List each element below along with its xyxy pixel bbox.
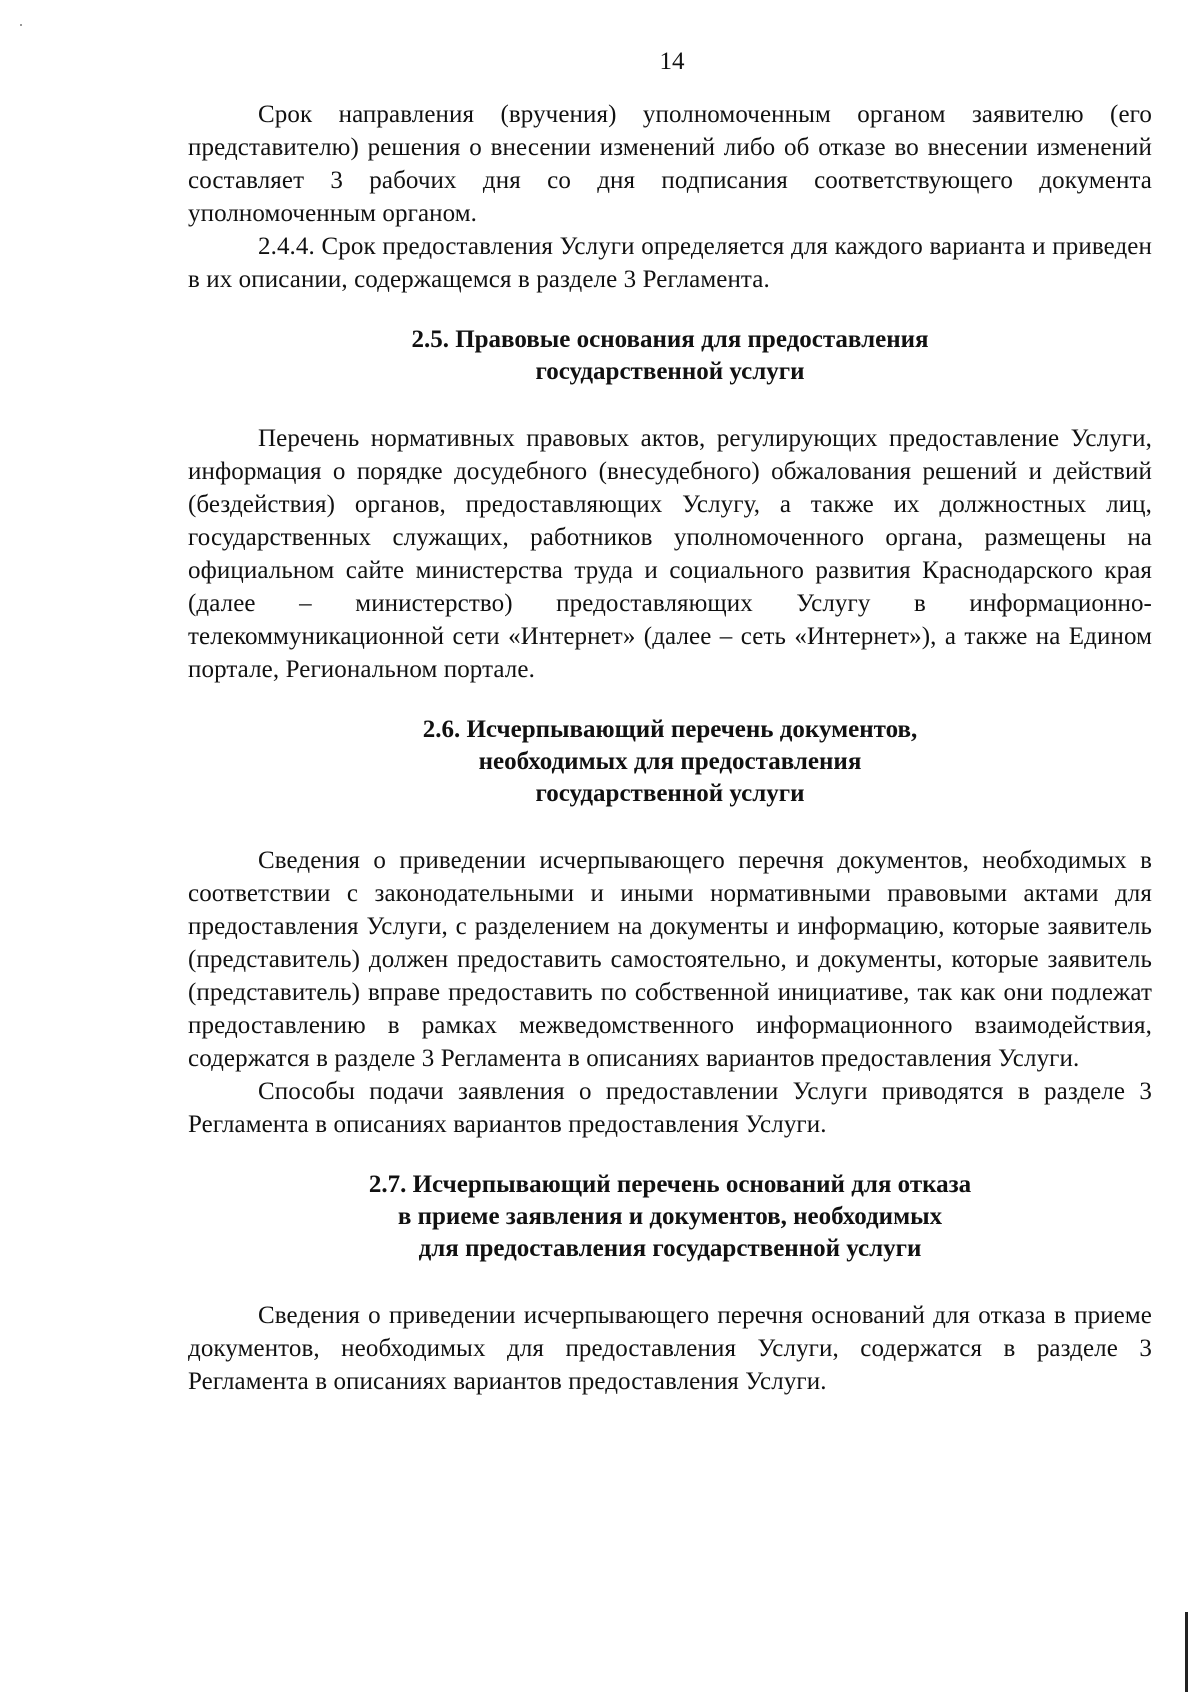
- heading-line: 2.5. Правовые основания для предоставления: [411, 326, 929, 353]
- heading-line: в приеме заявления и документов, необходимых: [397, 1203, 943, 1230]
- heading-line: 2.7. Исчерпывающий перечень оснований для отказа: [368, 1171, 972, 1198]
- section-heading-2-6: [188, 714, 1152, 810]
- section-heading-2-5: [188, 324, 1152, 388]
- margin-bar: [1185, 1612, 1188, 1692]
- heading-line: 2.6. Исчерпывающий перечень документов,: [422, 716, 918, 743]
- paragraph-2-4-4: 2.4.4. Срок предоставления Услуги определяется для каждого варианта и приведен в их описании, содержащемся в разделе 3 Регламента.: [188, 233, 1152, 293]
- paragraph-notice-deadline: Срок направления (вручения) уполномоченным органом заявителю (его представителю) решения о внесении изменений либо об отказе во внесении изменений составляет 3 рабочих дня со дня подписания соответствующего документа уполномоченным органом.: [188, 101, 1152, 227]
- paragraph-submission-methods: Способы подачи заявления о предоставлении Услуги приводятся в разделе 3 Регламента в описаниях вариантов предоставления Услуги.: [188, 1078, 1152, 1138]
- section-heading-2-7: [188, 1169, 1152, 1265]
- heading-line: государственной услуги: [535, 358, 805, 385]
- paragraph-documents-list: Сведения о приведении исчерпывающего перечня документов, необходимых в соответствии с законодательными и иными нормативными правовыми актами для предоставления Услуги, с разделением на документы и информацию, которые заявитель (представитель) должен предоставить самостоятельно, и документы, которые заявитель (представитель) вправе предоставить по собственной инициативе, так как они подлежат предоставлению в рамках межведомственного информационного взаимодействия, содержатся в разделе 3 Регламента в описаниях вариантов предоставления Услуги.: [188, 847, 1152, 1072]
- paragraph-legal-acts: Перечень нормативных правовых актов, регулирующих предоставление Услуги, информация о порядке досудебного (внесудебного) обжалования решений и действий (бездействия) органов, предоставляющих Услугу, а также их должностных лиц, государственных служащих, работников уполномоченного органа, размещены на официальном сайте министерства труда и социального развития Краснодарского края (далее – министерство) предоставляющих Услугу в информационно-телекоммуникационной сети «Интернет» (далее – сеть «Интернет»), а также на Едином портале, Региональном портале.: [188, 425, 1152, 683]
- paragraph-refusal-grounds: Сведения о приведении исчерпывающего перечня оснований для отказа в приеме документов, необходимых для предоставления Услуги, содержатся в разделе 3 Регламента в описаниях вариантов предоставления Услуги.: [188, 1302, 1152, 1395]
- heading-line: для предоставления государственной услуги: [418, 1235, 922, 1262]
- page-number: 14: [659, 48, 685, 75]
- document-body: [188, 98, 1152, 1398]
- heading-line: необходимых для предоставления: [478, 748, 862, 775]
- scan-speck: [20, 24, 22, 26]
- heading-line: государственной услуги: [535, 780, 805, 807]
